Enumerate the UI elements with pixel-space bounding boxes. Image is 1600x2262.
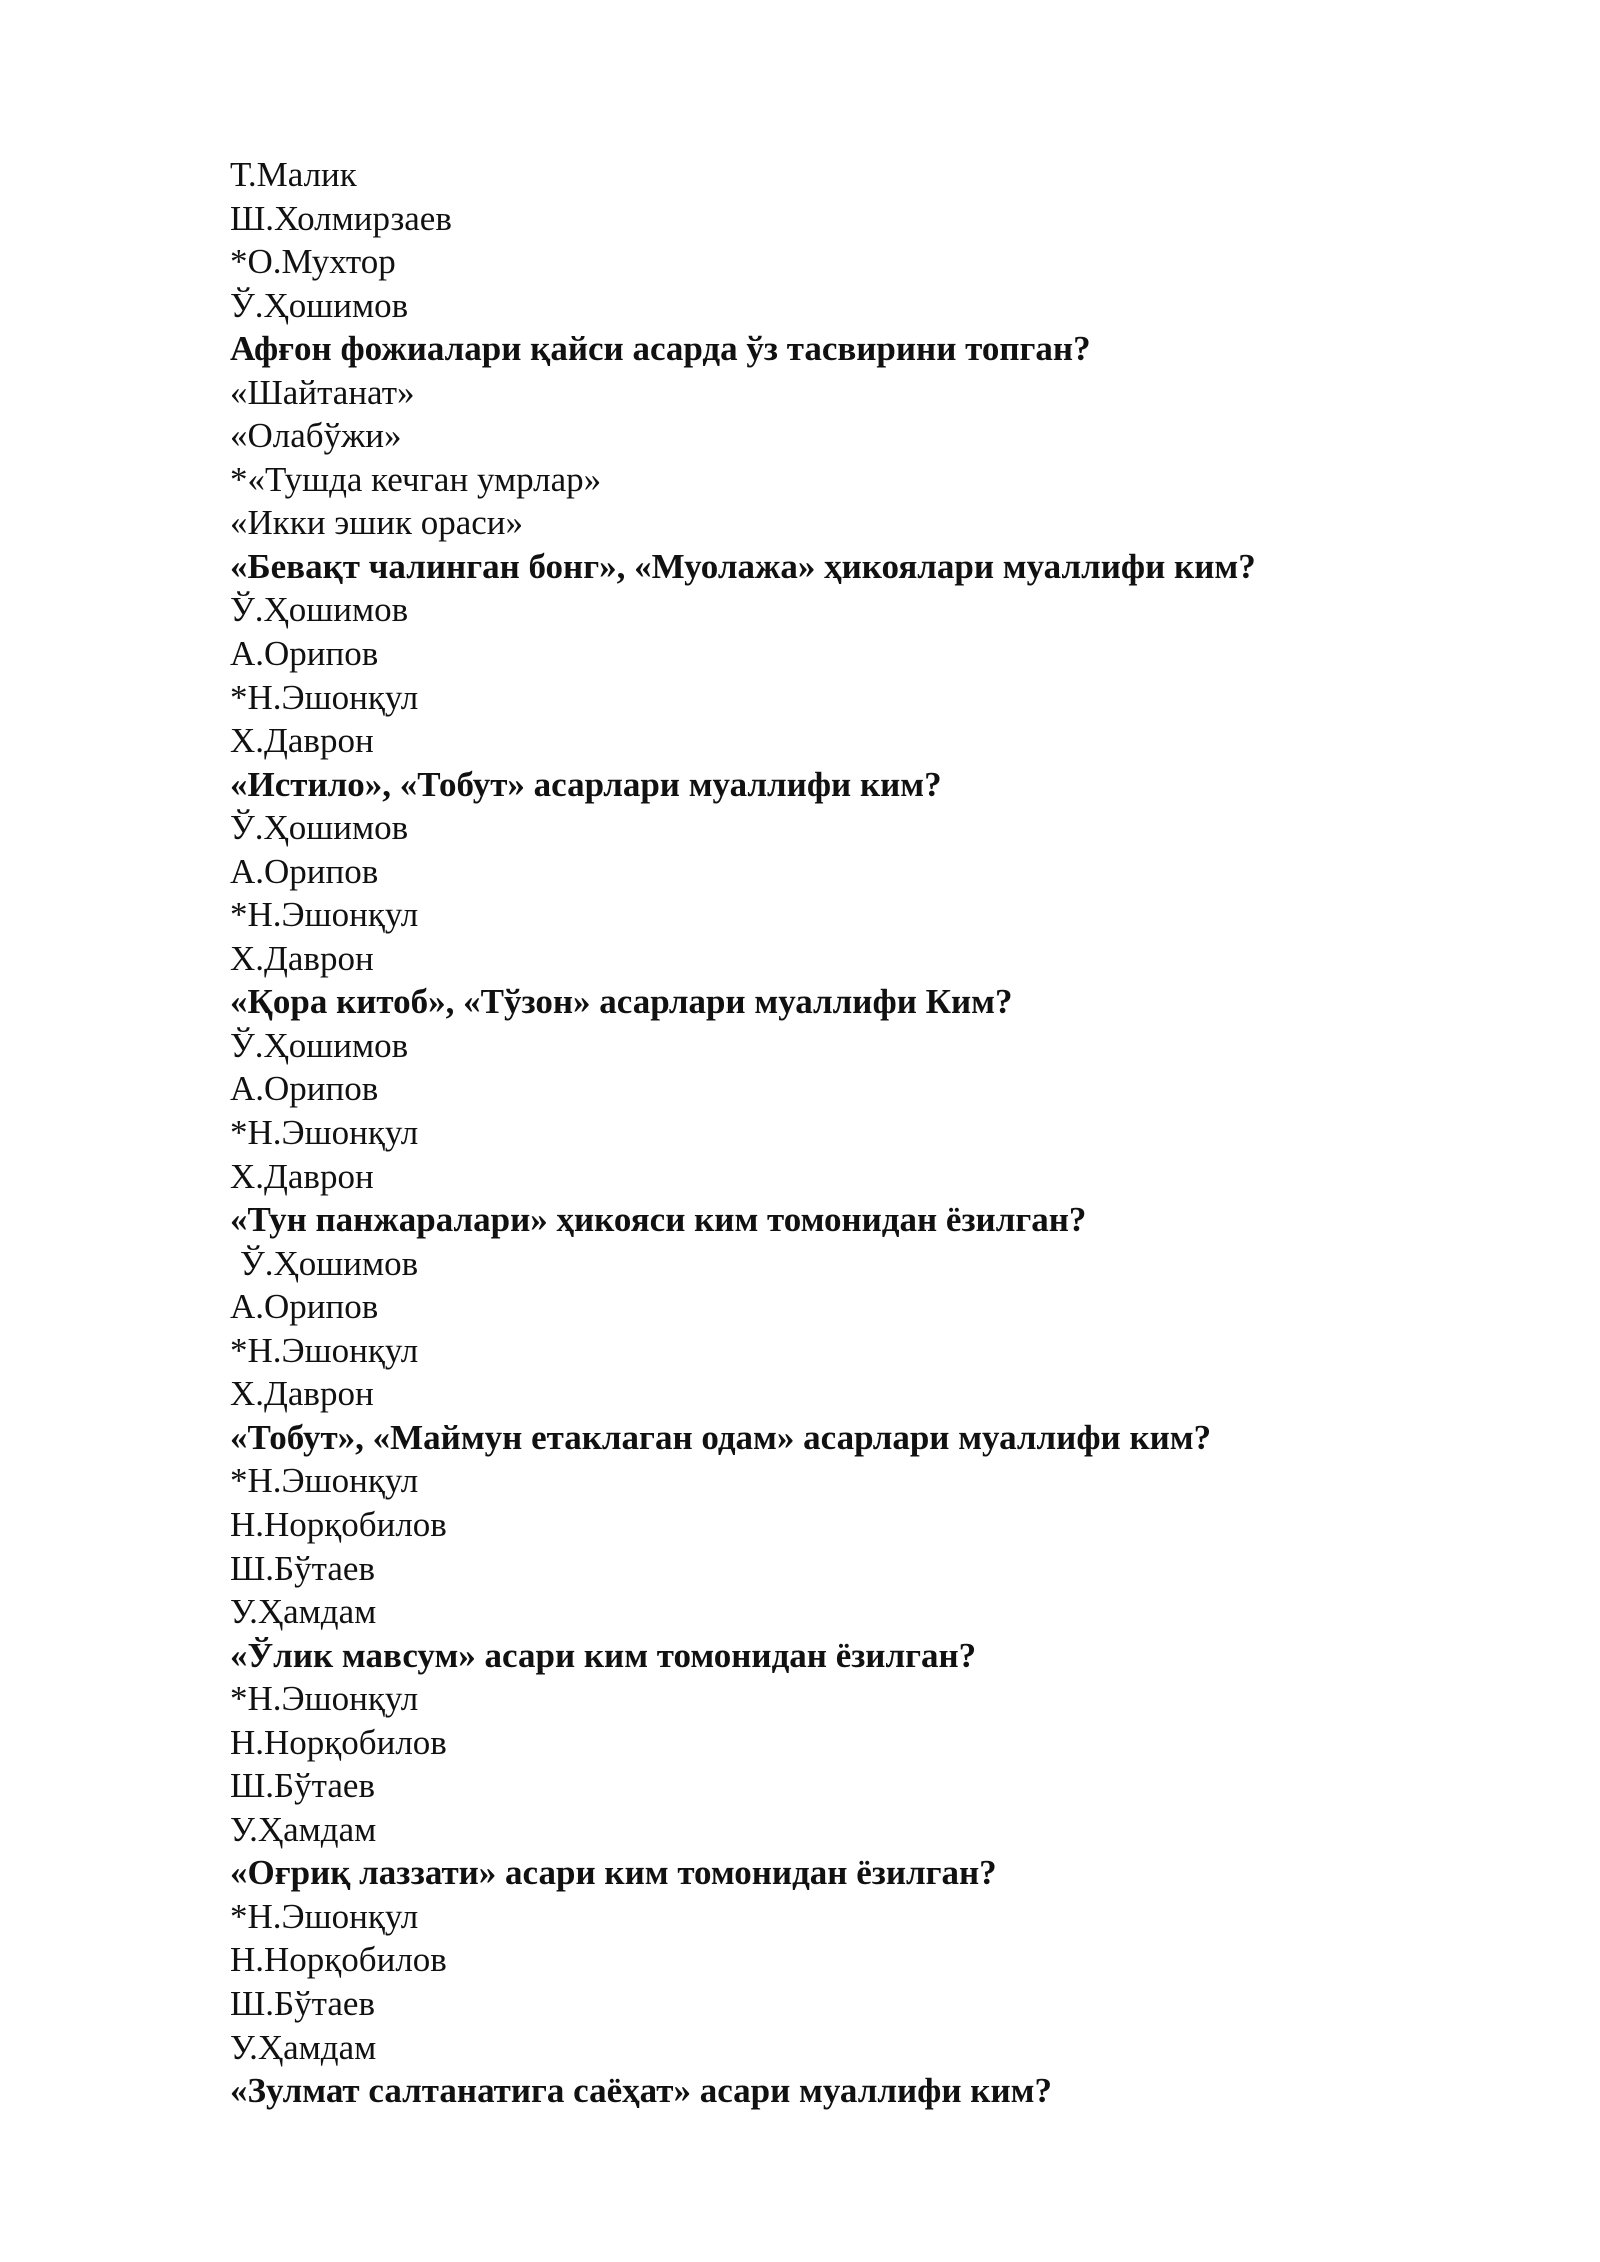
answer-option: Ш.Бўтаев: [230, 1983, 375, 2023]
question: «Зулмат салтанатига саёҳат» асари муаллифи ким?: [230, 2071, 1052, 2111]
answer-option: *Н.Эшонқул: [230, 1896, 419, 1936]
answer-option: Х.Даврон: [230, 938, 374, 978]
answer-option: «Олабўжи»: [230, 416, 402, 456]
answer-option: А.Орипов: [230, 851, 379, 891]
question: «Тун панжаралари» ҳикояси ким томонидан ёзилган?: [230, 1200, 1087, 1240]
answer-option: У.Ҳамдам: [230, 1809, 377, 1849]
answer-option: А.Орипов: [230, 1069, 379, 1109]
answer-option: *Н.Эшонқул: [230, 1679, 419, 1719]
answer-option: Н.Норқобилов: [230, 1940, 447, 1980]
answer-option: Х.Даврон: [230, 1374, 374, 1414]
answer-option: Ў.Ҳошимов: [230, 590, 409, 630]
answer-option: Ў.Ҳошимов: [230, 808, 409, 848]
answer-option: Ў.Ҳошимов: [230, 1025, 409, 1065]
answer-option: Х.Даврон: [230, 1156, 374, 1196]
question: «Ўлик мавсум» асари ким томонидан ёзилган?: [230, 1635, 977, 1675]
answer-option: А.Орипов: [230, 1287, 379, 1327]
answer-option: Т.Малик: [230, 155, 357, 194]
document-page: [230, 153, 1430, 2113]
answer-option: Н.Норқобилов: [230, 1504, 447, 1544]
answer-option: Ў.Ҳошимов: [230, 285, 409, 325]
answer-option: А.Орипов: [230, 634, 379, 674]
answer-option: *Н.Эшонқул: [230, 1330, 419, 1370]
answer-option: Ш.Холмирзаев: [230, 198, 452, 238]
question: Афғон фожиалари қайси асарда ўз тасвирини топган?: [230, 329, 1091, 369]
question: «Бевақт чалинган бонг», «Муолажа» ҳикоялари муаллифи ким?: [230, 546, 1256, 586]
answer-option: Ш.Бўтаев: [230, 1766, 375, 1806]
answer-option: Ш.Бўтаев: [230, 1548, 375, 1588]
answer-option: *О.Мухтор: [230, 242, 396, 282]
question: «Тобут», «Маймун етаклаган одам» асарлари муаллифи ким?: [230, 1417, 1212, 1457]
question: «Қора китоб», «Тўзон» асарлари муаллифи Ким?: [230, 982, 1013, 1022]
question: «Оғриқ лаззати» асари ким томонидан ёзилган?: [230, 1853, 997, 1893]
answer-option: *Н.Эшонқул: [230, 895, 419, 935]
answer-option: *Н.Эшонқул: [230, 1113, 419, 1153]
answer-option: У.Ҳамдам: [230, 1592, 377, 1632]
answer-option: У.Ҳамдам: [230, 2027, 377, 2067]
answer-option: Ў.Ҳошимов: [240, 1243, 419, 1283]
answer-option: Н.Норқобилов: [230, 1722, 447, 1762]
answer-option: *«Тушда кечган умрлар»: [230, 459, 602, 499]
answer-option: *Н.Эшонқул: [230, 1461, 419, 1501]
answer-option: Х.Даврон: [230, 721, 374, 761]
question: «Истило», «Тобут» асарлари муаллифи ким?: [230, 764, 942, 804]
answer-option: «Икки эшик ораси»: [230, 503, 524, 543]
answer-option: *Н.Эшонқул: [230, 677, 419, 717]
answer-option: «Шайтанат»: [230, 372, 415, 412]
